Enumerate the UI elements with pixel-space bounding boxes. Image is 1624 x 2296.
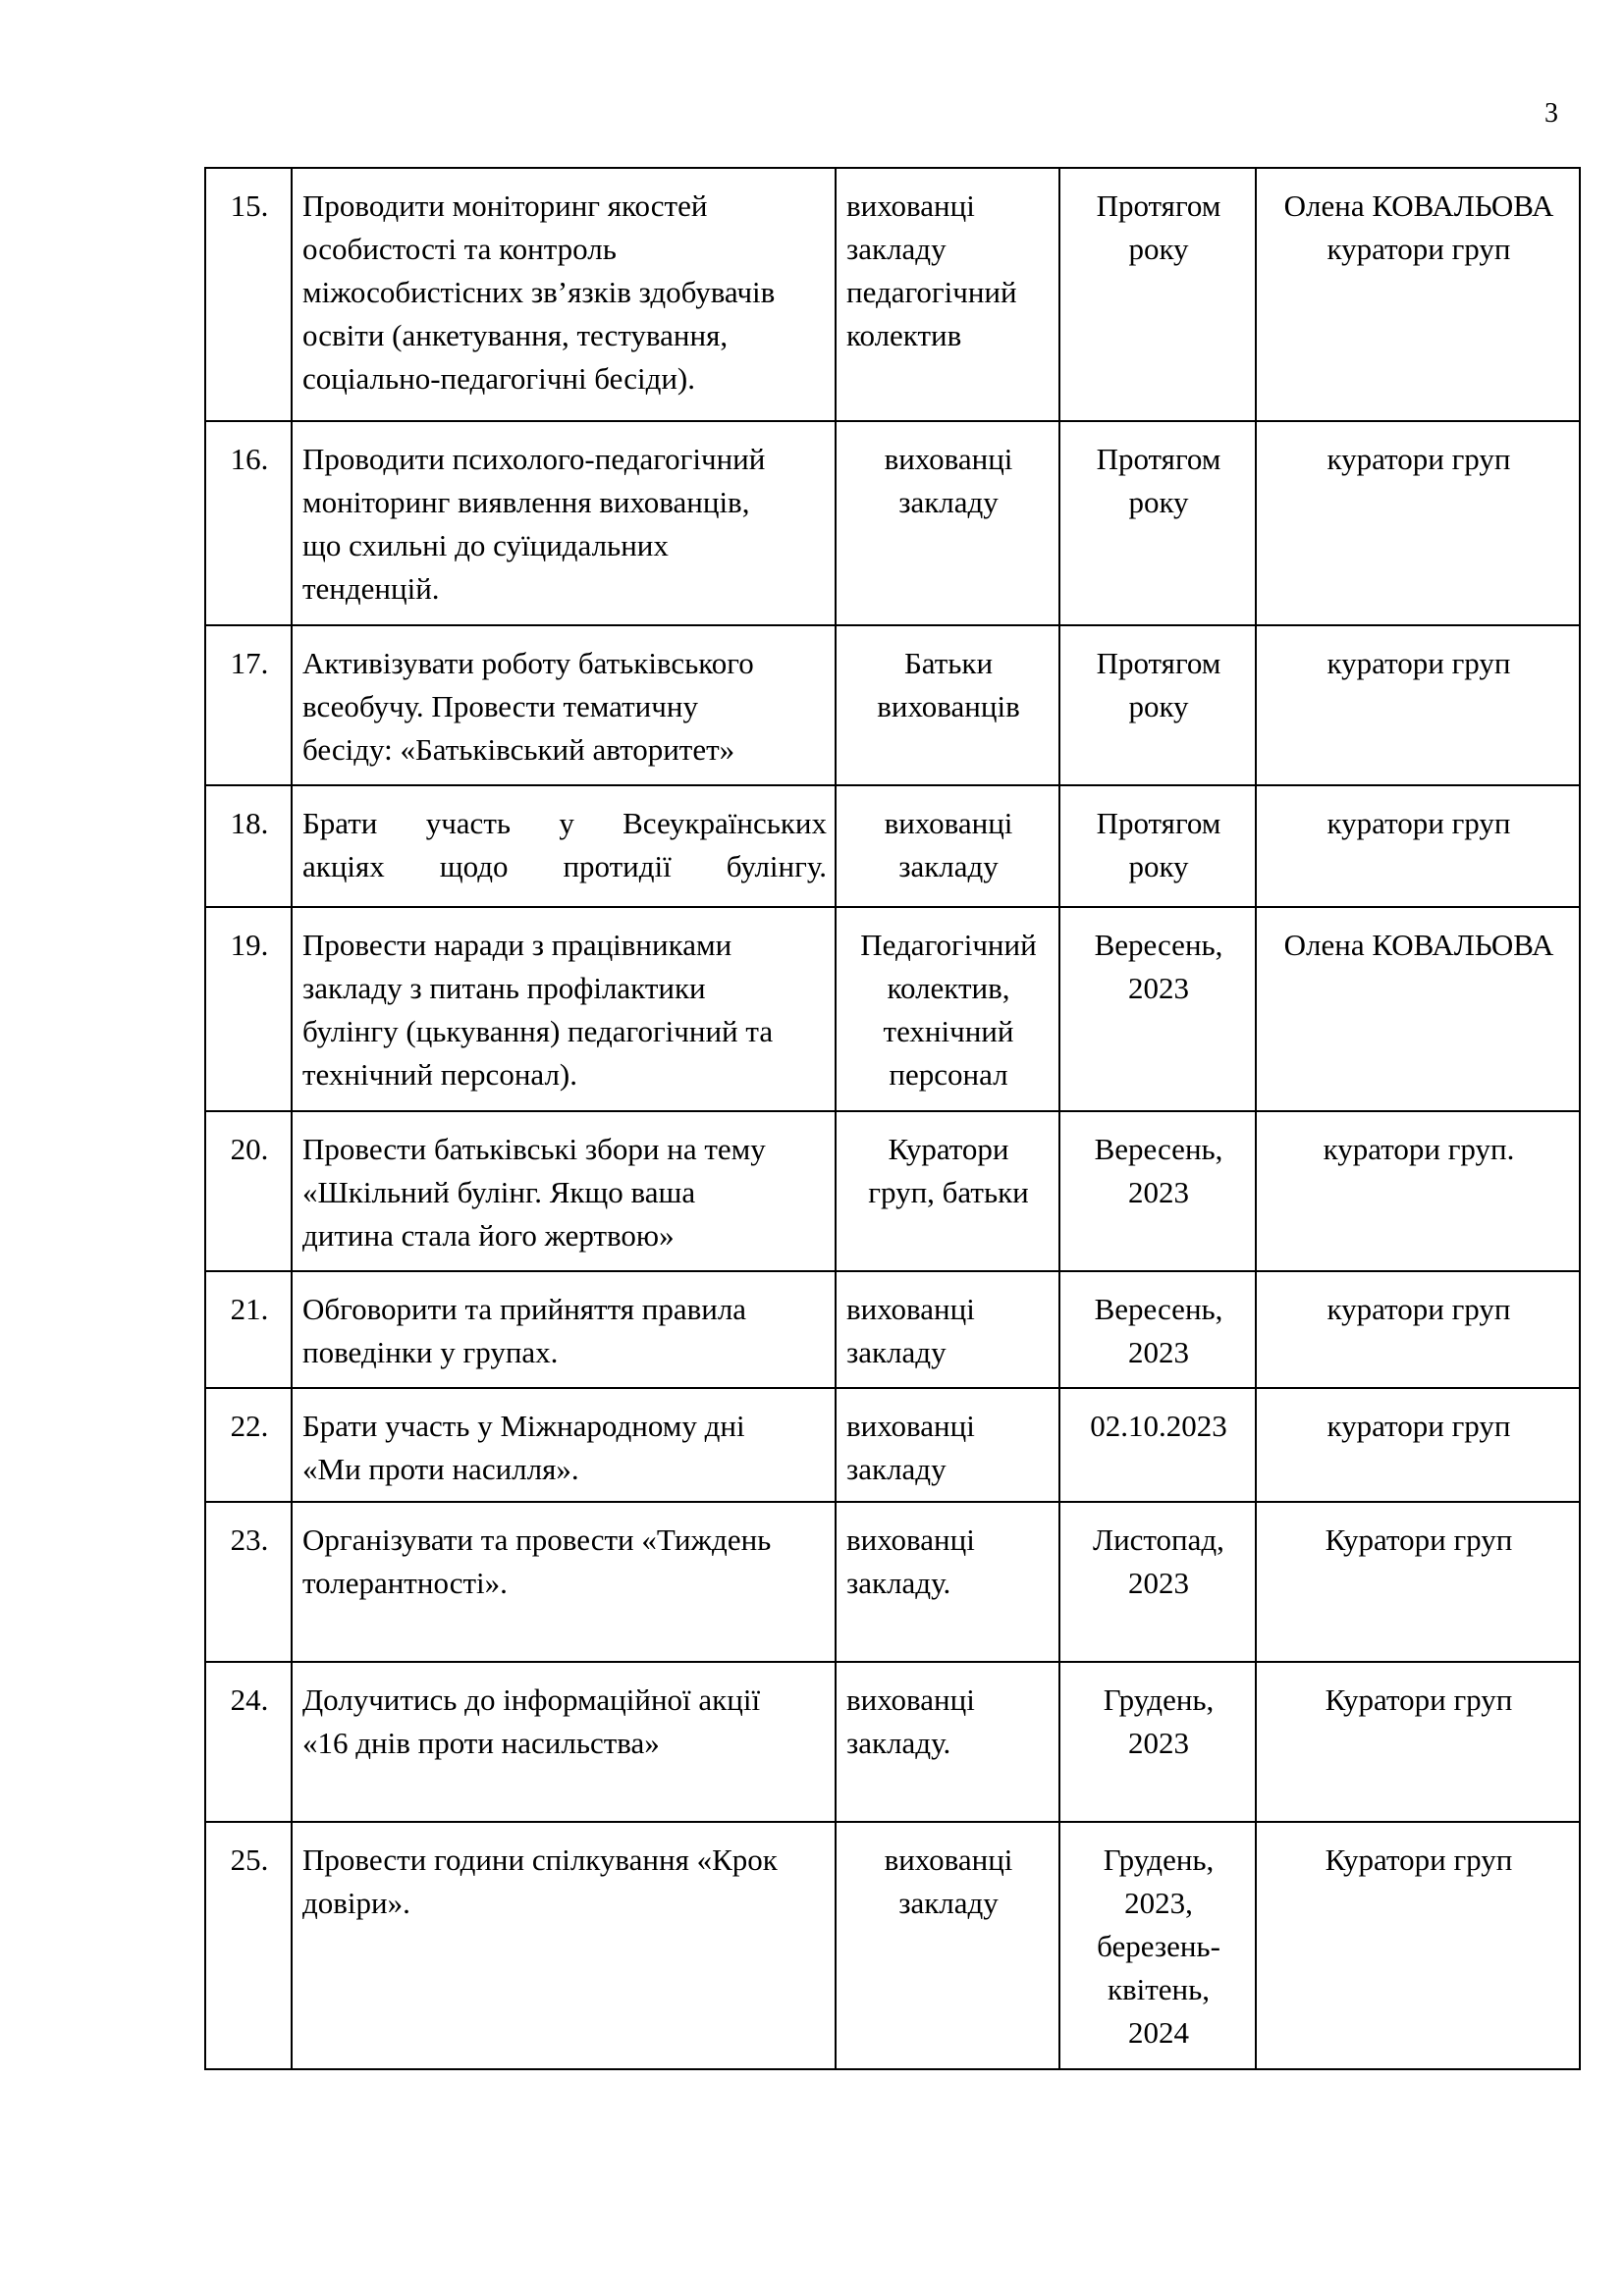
responsible-cell	[1256, 907, 1580, 1111]
task-cell-line: міжособистісних зв’язків здобувачів	[302, 275, 776, 309]
table-row	[205, 1822, 1580, 2069]
responsible-cell-line: Олена КОВАЛЬОВА	[1283, 928, 1554, 962]
term-cell-line: 2023	[1128, 1175, 1189, 1209]
responsible-cell	[1256, 421, 1580, 625]
task-cell-line: всеобучу. Провести тематичну	[302, 689, 698, 723]
target-cell-line: закладу	[898, 1886, 999, 1920]
target-cell	[836, 907, 1059, 1111]
task-cell-line: соціально-педагогічні бесіди).	[302, 361, 696, 396]
target-cell-line: вихованці	[884, 442, 1013, 476]
task-cell-line: Проводити психолого-педагогічний	[302, 442, 766, 476]
task-cell-line: Активізувати роботу батьківського	[302, 646, 754, 680]
term-cell-line: квітень,	[1107, 1972, 1211, 2006]
task-cell	[292, 907, 836, 1111]
task-cell-line: бесіду: «Батьківський авторитет»	[302, 732, 735, 767]
target-cell-line: Куратори	[888, 1132, 1009, 1166]
task-cell-line: Брати участь у Міжнародному дні	[302, 1409, 745, 1443]
task-cell-line: технічний персонал).	[302, 1057, 577, 1092]
task-cell-line: особистості та контроль	[302, 232, 617, 266]
term-cell	[1059, 907, 1256, 1111]
responsible-cell	[1256, 1388, 1580, 1502]
responsible-cell	[1256, 1271, 1580, 1388]
task-cell-line: тенденцій.	[302, 571, 440, 606]
table-row	[205, 1388, 1580, 1502]
task-cell-line: Долучитись до інформаційної акції	[302, 1682, 761, 1717]
term-cell	[1059, 421, 1256, 625]
row-number: 24.	[205, 1662, 292, 1822]
target-cell-line: закладу	[898, 849, 999, 883]
task-cell	[292, 625, 836, 785]
responsible-cell-line: Куратори груп	[1325, 1682, 1513, 1717]
term-cell	[1059, 1111, 1256, 1271]
target-cell-line: закладу.	[846, 1726, 951, 1760]
task-cell-line: «Ми проти насилля».	[302, 1452, 579, 1486]
row-number: 25.	[205, 1822, 292, 2069]
term-cell	[1059, 168, 1256, 421]
term-cell-line: Грудень,	[1103, 1682, 1215, 1717]
target-cell-line: вихованці	[846, 1682, 975, 1717]
target-cell-line: вихованці	[846, 1292, 975, 1326]
term-cell	[1059, 1388, 1256, 1502]
target-cell	[836, 1388, 1059, 1502]
row-number: 23.	[205, 1502, 292, 1662]
target-cell-line: закладу.	[846, 1566, 951, 1600]
term-cell	[1059, 1502, 1256, 1662]
table-row	[205, 1111, 1580, 1271]
task-cell	[292, 1388, 836, 1502]
term-cell	[1059, 1822, 1256, 2069]
task-cell-line: Обговорити та прийняття правила	[302, 1292, 747, 1326]
target-cell	[836, 1822, 1059, 2069]
target-cell-line: вихованців	[877, 689, 1020, 723]
target-cell-line: технічний	[883, 1014, 1014, 1048]
responsible-cell-line: куратори груп	[1326, 232, 1511, 266]
row-number: 19.	[205, 907, 292, 1111]
task-cell	[292, 1271, 836, 1388]
table-row	[205, 168, 1580, 421]
term-cell-line: Протягом	[1096, 646, 1221, 680]
target-cell-line: вихованці	[846, 188, 975, 223]
term-cell-line: 2023,	[1124, 1886, 1193, 1920]
responsible-cell	[1256, 1662, 1580, 1822]
responsible-cell-line: куратори груп	[1326, 1292, 1511, 1326]
term-cell-line: 02.10.2023	[1090, 1409, 1227, 1443]
responsible-cell-line: куратори груп	[1326, 1409, 1511, 1443]
task-cell	[292, 1111, 836, 1271]
term-cell-line: 2023	[1128, 971, 1189, 1005]
term-cell-line: Протягом	[1096, 806, 1221, 840]
responsible-cell	[1256, 785, 1580, 907]
target-cell-line: вихованці	[846, 1522, 975, 1557]
responsible-cell-line: Олена КОВАЛЬОВА	[1283, 188, 1554, 223]
task-cell-line: Брати участь у Всеукраїнських	[302, 806, 827, 840]
target-cell-line: персонал	[889, 1057, 1008, 1092]
task-cell-line: Проводити моніторинг якостей	[302, 188, 708, 223]
term-cell	[1059, 785, 1256, 907]
table-row	[205, 785, 1580, 907]
responsible-cell	[1256, 1502, 1580, 1662]
responsible-cell	[1256, 1111, 1580, 1271]
term-cell-line: Грудень,	[1103, 1842, 1215, 1877]
task-cell-line: що схильні до суїцидальних	[302, 528, 669, 562]
task-cell	[292, 1662, 836, 1822]
responsible-cell-line: Куратори груп	[1325, 1522, 1513, 1557]
term-cell-line: березень-	[1097, 1929, 1220, 1963]
target-cell-line: закладу	[846, 1452, 947, 1486]
table-row	[205, 1662, 1580, 1822]
task-cell-line: моніторинг виявлення вихованців,	[302, 485, 750, 519]
task-cell	[292, 785, 836, 907]
responsible-cell	[1256, 1822, 1580, 2069]
term-cell-line: року	[1128, 849, 1189, 883]
target-cell-line: закладу	[846, 232, 947, 266]
term-cell-line: року	[1128, 689, 1189, 723]
task-cell-line: дитина стала його жертвою»	[302, 1218, 675, 1253]
table-row	[205, 421, 1580, 625]
target-cell-line: вихованці	[846, 1409, 975, 1443]
table-row	[205, 1502, 1580, 1662]
responsible-cell-line: куратори груп.	[1323, 1132, 1515, 1166]
task-cell-line: толерантності».	[302, 1566, 508, 1600]
target-cell-line: закладу	[846, 1335, 947, 1369]
target-cell-line: вихованці	[884, 1842, 1013, 1877]
task-cell-line: Організувати та провести «Тиждень	[302, 1522, 772, 1557]
table-row	[205, 1271, 1580, 1388]
responsible-cell-line: куратори груп	[1326, 442, 1511, 476]
target-cell-line: закладу	[898, 485, 999, 519]
term-cell	[1059, 1662, 1256, 1822]
task-cell-line: Провести батьківські збори на тему	[302, 1132, 766, 1166]
row-number: 22.	[205, 1388, 292, 1502]
activities-table	[204, 167, 1581, 2070]
row-number: 17.	[205, 625, 292, 785]
term-cell-line: року	[1128, 232, 1189, 266]
task-cell-line: поведінки у групах.	[302, 1335, 559, 1369]
term-cell-line: 2023	[1128, 1335, 1189, 1369]
task-cell-line: довіри».	[302, 1886, 410, 1920]
task-cell-line: «Шкільний булінг. Якщо ваша	[302, 1175, 696, 1209]
task-cell-line: освіти (анкетування, тестування,	[302, 318, 729, 352]
row-number: 15.	[205, 168, 292, 421]
target-cell	[836, 1662, 1059, 1822]
row-number: 18.	[205, 785, 292, 907]
task-cell-line: Провести наради з працівниками	[302, 928, 732, 962]
target-cell	[836, 168, 1059, 421]
row-number: 20.	[205, 1111, 292, 1271]
task-cell	[292, 1822, 836, 2069]
term-cell	[1059, 1271, 1256, 1388]
target-cell	[836, 785, 1059, 907]
term-cell-line: 2023	[1128, 1566, 1189, 1600]
target-cell-line: колектив,	[887, 971, 1010, 1005]
target-cell-line: груп, батьки	[868, 1175, 1029, 1209]
target-cell	[836, 1502, 1059, 1662]
task-cell	[292, 1502, 836, 1662]
term-cell-line: 2023	[1128, 1726, 1189, 1760]
target-cell-line: Педагогічний	[860, 928, 1037, 962]
responsible-cell-line: Куратори груп	[1325, 1842, 1513, 1877]
term-cell-line: Вересень,	[1094, 1132, 1223, 1166]
term-cell-line: Вересень,	[1094, 1292, 1223, 1326]
responsible-cell	[1256, 168, 1580, 421]
task-cell	[292, 421, 836, 625]
task-cell-line: булінгу (цькування) педагогічний та	[302, 1014, 774, 1048]
target-cell	[836, 625, 1059, 785]
task-cell-line: закладу з питань профілактики	[302, 971, 706, 1005]
term-cell-line: Протягом	[1096, 188, 1221, 223]
term-cell-line: Протягом	[1096, 442, 1221, 476]
target-cell-line: Батьки	[903, 646, 994, 680]
responsible-cell-line: куратори груп	[1326, 806, 1511, 840]
target-cell-line: вихованці	[884, 806, 1013, 840]
term-cell	[1059, 625, 1256, 785]
table-row	[205, 907, 1580, 1111]
task-cell-line: «16 днів проти насильства»	[302, 1726, 660, 1760]
row-number: 21.	[205, 1271, 292, 1388]
term-cell-line: року	[1128, 485, 1189, 519]
target-cell	[836, 1271, 1059, 1388]
target-cell	[836, 421, 1059, 625]
target-cell-line: колектив	[846, 318, 962, 352]
term-cell-line: 2024	[1128, 2015, 1189, 2050]
target-cell-line: педагогічний	[846, 275, 1017, 309]
term-cell-line: Вересень,	[1094, 928, 1223, 962]
task-cell	[292, 168, 836, 421]
task-cell-line: Провести години спілкування «Крок	[302, 1842, 778, 1877]
row-number: 16.	[205, 421, 292, 625]
responsible-cell-line: куратори груп	[1326, 646, 1511, 680]
target-cell	[836, 1111, 1059, 1271]
page-number: 3	[1544, 98, 1558, 129]
responsible-cell	[1256, 625, 1580, 785]
table-row	[205, 625, 1580, 785]
term-cell-line: Листопад,	[1093, 1522, 1224, 1557]
task-cell-line: акціях щодо протидії булінгу.	[302, 849, 827, 883]
